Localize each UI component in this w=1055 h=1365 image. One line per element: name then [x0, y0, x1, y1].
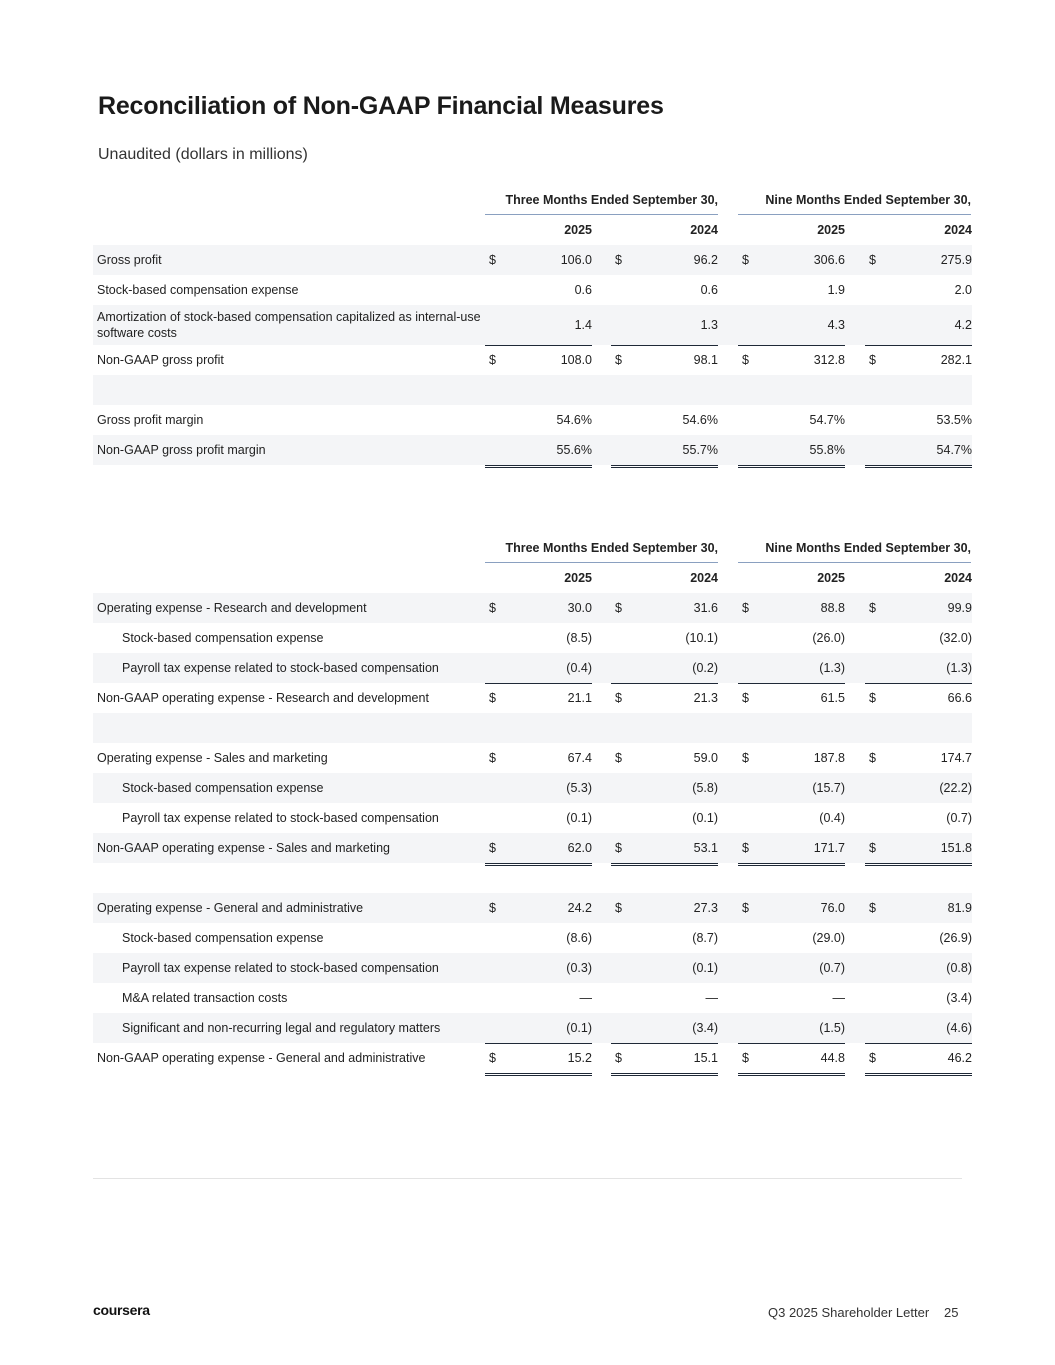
table-row — [93, 345, 972, 375]
cell-value: 2.0 — [954, 283, 972, 297]
cell-value: 55.8% — [809, 443, 845, 457]
dollar-sign: $ — [615, 751, 622, 765]
cell-value: (0.4) — [819, 811, 845, 825]
table-row — [93, 593, 972, 623]
year-header: 2024 — [690, 571, 718, 585]
cell-value: 67.4 — [567, 751, 592, 765]
cell-value: (0.1) — [566, 1021, 592, 1035]
cell-value: (3.4) — [946, 991, 972, 1005]
value-cell — [738, 305, 845, 346]
value-cell — [865, 653, 972, 684]
cell-value: 171.7 — [813, 841, 845, 855]
value-cell — [611, 275, 718, 305]
cell-value: (0.2) — [692, 661, 718, 675]
dollar-sign: $ — [869, 253, 876, 267]
cell-value: 106.0 — [560, 253, 592, 267]
gross-profit-table — [93, 185, 972, 465]
cell-value: 151.8 — [940, 841, 972, 855]
value-cell — [738, 983, 845, 1013]
value-cell — [865, 593, 972, 623]
value-cell — [611, 305, 718, 346]
table-row — [93, 1043, 972, 1073]
cell-value: 55.7% — [682, 443, 718, 457]
value-cell — [611, 653, 718, 684]
value-cell — [485, 435, 592, 468]
dollar-sign: $ — [615, 353, 622, 367]
row-label: Non-GAAP operating expense - General and administrative — [97, 1051, 426, 1065]
cell-value: (29.0) — [812, 931, 845, 945]
cell-value: 306.6 — [813, 253, 845, 267]
value-cell — [865, 683, 972, 716]
row-label: Stock-based compensation expense — [97, 283, 299, 297]
cell-value: 312.8 — [813, 353, 845, 367]
dollar-sign: $ — [615, 841, 622, 855]
cell-value: 55.6% — [556, 443, 592, 457]
period-header-row — [93, 185, 972, 215]
dollar-sign: $ — [869, 751, 876, 765]
dollar-sign: $ — [869, 841, 876, 855]
cell-value: 31.6 — [693, 601, 718, 615]
value-cell — [738, 275, 845, 305]
dollar-sign: $ — [615, 901, 622, 915]
value-cell — [611, 773, 718, 803]
value-cell — [865, 345, 972, 378]
year-header: 2024 — [944, 571, 972, 585]
page-number: 25 — [944, 1305, 959, 1320]
row-label: Gross profit — [97, 253, 162, 267]
table-row — [93, 983, 972, 1013]
value-cell — [865, 1013, 972, 1044]
cell-value: 88.8 — [820, 601, 845, 615]
cell-value: 81.9 — [947, 901, 972, 915]
dollar-sign: $ — [742, 841, 749, 855]
row-label: Stock-based compensation expense — [122, 631, 324, 645]
value-cell — [485, 593, 592, 623]
cell-value: 59.0 — [693, 751, 718, 765]
spacer-row — [93, 713, 972, 743]
value-cell — [865, 305, 972, 346]
year-header: 2024 — [944, 223, 972, 237]
value-cell — [485, 405, 592, 436]
cell-value: — — [832, 991, 845, 1005]
cell-value: (5.3) — [566, 781, 592, 795]
value-cell — [738, 435, 845, 468]
nine-months-header: Nine Months Ended September 30, — [738, 185, 971, 215]
value-cell — [611, 1013, 718, 1044]
dollar-sign: $ — [869, 691, 876, 705]
cell-value: 54.6% — [556, 413, 592, 427]
dollar-sign: $ — [615, 691, 622, 705]
value-cell — [485, 1013, 592, 1044]
value-cell — [485, 623, 592, 653]
cell-value: (0.4) — [566, 661, 592, 675]
value-cell — [611, 893, 718, 923]
cell-value: 53.1 — [693, 841, 718, 855]
value-cell — [865, 773, 972, 803]
table-row — [93, 245, 972, 275]
dollar-sign: $ — [742, 601, 749, 615]
table-row — [93, 803, 972, 833]
value-cell — [611, 743, 718, 773]
cell-value: (1.5) — [819, 1021, 845, 1035]
value-cell — [485, 833, 592, 866]
cell-value: 30.0 — [567, 601, 592, 615]
value-cell — [865, 983, 972, 1013]
table-row — [93, 435, 972, 465]
value-cell — [865, 923, 972, 953]
cell-value: 15.1 — [693, 1051, 718, 1065]
table-row — [93, 275, 972, 305]
cell-value: 98.1 — [693, 353, 718, 367]
cell-value: (0.7) — [946, 811, 972, 825]
cell-value: (8.6) — [566, 931, 592, 945]
table-row — [93, 923, 972, 953]
footer-document-title: Q3 2025 Shareholder Letter — [768, 1305, 930, 1320]
value-cell — [611, 953, 718, 983]
cell-value: 187.8 — [813, 751, 845, 765]
value-cell — [738, 893, 845, 923]
row-label: Payroll tax expense related to stock-based compensation — [122, 661, 439, 675]
row-label: Operating expense - General and administrative — [97, 901, 364, 915]
cell-value: 4.2 — [954, 318, 972, 332]
value-cell — [611, 683, 718, 716]
table-row — [93, 305, 972, 345]
value-cell — [485, 773, 592, 803]
cell-value: 21.3 — [693, 691, 718, 705]
year-header: 2025 — [817, 571, 845, 585]
dollar-sign: $ — [869, 353, 876, 367]
footer-divider — [93, 1178, 962, 1179]
value-cell — [611, 1043, 718, 1076]
dollar-sign: $ — [869, 901, 876, 915]
period-header-row — [93, 533, 972, 563]
dollar-sign: $ — [615, 1051, 622, 1065]
value-cell — [738, 773, 845, 803]
value-cell — [611, 435, 718, 468]
cell-value: 21.1 — [567, 691, 592, 705]
dollar-sign: $ — [489, 901, 496, 915]
value-cell — [738, 593, 845, 623]
value-cell — [485, 275, 592, 305]
value-cell — [611, 923, 718, 953]
dollar-sign: $ — [489, 691, 496, 705]
value-cell — [865, 743, 972, 773]
row-label: Operating expense - Sales and marketing — [97, 751, 328, 765]
table-row — [93, 405, 972, 435]
row-label: Gross profit margin — [97, 413, 204, 427]
value-cell — [611, 345, 718, 378]
cell-value: (8.5) — [566, 631, 592, 645]
value-cell — [485, 1043, 592, 1076]
row-label: Stock-based compensation expense — [122, 781, 324, 795]
cell-value: 53.5% — [936, 413, 972, 427]
row-label: M&A related transaction costs — [122, 991, 288, 1005]
cell-value: 66.6 — [947, 691, 972, 705]
year-header: 2025 — [564, 223, 592, 237]
cell-value: (0.3) — [566, 961, 592, 975]
cell-value: 1.4 — [574, 318, 592, 332]
cell-value: (5.8) — [692, 781, 718, 795]
dollar-sign: $ — [742, 901, 749, 915]
value-cell — [611, 623, 718, 653]
value-cell — [738, 683, 845, 716]
value-cell — [738, 623, 845, 653]
value-cell — [738, 1013, 845, 1044]
value-cell — [865, 245, 972, 275]
cell-value: — — [705, 991, 718, 1005]
value-cell — [738, 245, 845, 275]
dollar-sign: $ — [742, 253, 749, 267]
row-label: Stock-based compensation expense — [122, 931, 324, 945]
dollar-sign: $ — [489, 1051, 496, 1065]
dollar-sign: $ — [742, 751, 749, 765]
spacer-row — [93, 863, 972, 893]
cell-value: 1.3 — [700, 318, 718, 332]
cell-value: 76.0 — [820, 901, 845, 915]
value-cell — [485, 345, 592, 378]
value-cell — [611, 803, 718, 834]
value-cell — [738, 923, 845, 953]
table-row — [93, 623, 972, 653]
value-cell — [738, 345, 845, 378]
value-cell — [865, 953, 972, 983]
cell-value: 27.3 — [693, 901, 718, 915]
value-cell — [865, 405, 972, 436]
cell-value: 174.7 — [940, 751, 972, 765]
cell-value: (32.0) — [939, 631, 972, 645]
year-header-row — [93, 215, 972, 245]
three-months-header: Three Months Ended September 30, — [485, 533, 718, 563]
dollar-sign: $ — [615, 601, 622, 615]
cell-value: (15.7) — [812, 781, 845, 795]
cell-value: (0.1) — [566, 811, 592, 825]
dollar-sign: $ — [615, 253, 622, 267]
spacer-row — [93, 375, 972, 405]
year-header: 2024 — [690, 223, 718, 237]
value-cell — [738, 405, 845, 436]
value-cell — [485, 923, 592, 953]
row-label: Non-GAAP gross profit — [97, 353, 224, 367]
table-row — [93, 1013, 972, 1043]
value-cell — [485, 803, 592, 834]
table-row — [93, 773, 972, 803]
year-header-row — [93, 563, 972, 593]
table-row — [93, 743, 972, 773]
dollar-sign: $ — [489, 601, 496, 615]
cell-value: (0.1) — [692, 811, 718, 825]
row-label: Significant and non-recurring legal and regulatory matters — [122, 1021, 441, 1035]
value-cell — [611, 245, 718, 275]
value-cell — [485, 305, 592, 346]
cell-value: 24.2 — [567, 901, 592, 915]
cell-value: 96.2 — [693, 253, 718, 267]
year-header: 2025 — [817, 223, 845, 237]
cell-value: (0.7) — [819, 961, 845, 975]
cell-value: 275.9 — [940, 253, 972, 267]
value-cell — [485, 953, 592, 983]
cell-value: 4.3 — [827, 318, 845, 332]
coursera-logo: coursera — [93, 1302, 150, 1318]
cell-value: 1.9 — [827, 283, 845, 297]
table-row — [93, 683, 972, 713]
row-label: Amortization of stock-based compensation capitalized as internal-use software costs — [97, 310, 481, 340]
value-cell — [738, 953, 845, 983]
dollar-sign: $ — [489, 353, 496, 367]
dollar-sign: $ — [489, 253, 496, 267]
row-label: Payroll tax expense related to stock-based compensation — [122, 961, 439, 975]
dollar-sign: $ — [742, 691, 749, 705]
value-cell — [865, 623, 972, 653]
cell-value: 15.2 — [567, 1051, 592, 1065]
three-months-header: Three Months Ended September 30, — [485, 185, 718, 215]
cell-value: 61.5 — [820, 691, 845, 705]
value-cell — [485, 743, 592, 773]
row-label: Non-GAAP operating expense - Research and development — [97, 691, 429, 705]
cell-value: 62.0 — [567, 841, 592, 855]
nine-months-header: Nine Months Ended September 30, — [738, 533, 971, 563]
dollar-sign: $ — [489, 751, 496, 765]
value-cell — [485, 683, 592, 716]
table-row — [93, 833, 972, 863]
value-cell — [485, 893, 592, 923]
value-cell — [738, 1043, 845, 1076]
cell-value: 44.8 — [820, 1051, 845, 1065]
cell-value: 54.7% — [809, 413, 845, 427]
cell-value: 46.2 — [947, 1051, 972, 1065]
cell-value: — — [579, 991, 592, 1005]
row-label: Operating expense - Research and development — [97, 601, 367, 615]
cell-value: 0.6 — [574, 283, 592, 297]
dollar-sign: $ — [869, 601, 876, 615]
page-title: Reconciliation of Non-GAAP Financial Measures — [98, 92, 664, 120]
cell-value: 54.6% — [682, 413, 718, 427]
table-row — [93, 893, 972, 923]
value-cell — [865, 275, 972, 305]
cell-value: (0.1) — [692, 961, 718, 975]
value-cell — [738, 803, 845, 834]
page-subtitle: Unaudited (dollars in millions) — [98, 146, 308, 163]
value-cell — [485, 653, 592, 684]
value-cell — [738, 833, 845, 866]
value-cell — [865, 833, 972, 866]
value-cell — [611, 983, 718, 1013]
cell-value: (1.3) — [946, 661, 972, 675]
cell-value: (26.0) — [812, 631, 845, 645]
table-row — [93, 653, 972, 683]
value-cell — [865, 893, 972, 923]
value-cell — [611, 593, 718, 623]
cell-value: (8.7) — [692, 931, 718, 945]
value-cell — [485, 245, 592, 275]
row-label: Payroll tax expense related to stock-based compensation — [122, 811, 439, 825]
cell-value: (1.3) — [819, 661, 845, 675]
value-cell — [865, 1043, 972, 1076]
cell-value: 54.7% — [936, 443, 972, 457]
cell-value: (3.4) — [692, 1021, 718, 1035]
value-cell — [865, 435, 972, 468]
cell-value: (0.8) — [946, 961, 972, 975]
dollar-sign: $ — [489, 841, 496, 855]
cell-value: (4.6) — [946, 1021, 972, 1035]
dollar-sign: $ — [742, 1051, 749, 1065]
value-cell — [485, 983, 592, 1013]
row-label: Non-GAAP operating expense - Sales and marketing — [97, 841, 390, 855]
table-row — [93, 953, 972, 983]
cell-value: (26.9) — [939, 931, 972, 945]
row-label: Non-GAAP gross profit margin — [97, 443, 266, 457]
operating-expense-table — [93, 533, 972, 1073]
cell-value: 99.9 — [947, 601, 972, 615]
cell-value: 0.6 — [700, 283, 718, 297]
cell-value: (10.1) — [685, 631, 718, 645]
dollar-sign: $ — [742, 353, 749, 367]
value-cell — [865, 803, 972, 834]
value-cell — [611, 405, 718, 436]
value-cell — [738, 653, 845, 684]
year-header: 2025 — [564, 571, 592, 585]
cell-value: 108.0 — [560, 353, 592, 367]
value-cell — [611, 833, 718, 866]
dollar-sign: $ — [869, 1051, 876, 1065]
cell-value: (22.2) — [939, 781, 972, 795]
value-cell — [738, 743, 845, 773]
cell-value: 282.1 — [940, 353, 972, 367]
